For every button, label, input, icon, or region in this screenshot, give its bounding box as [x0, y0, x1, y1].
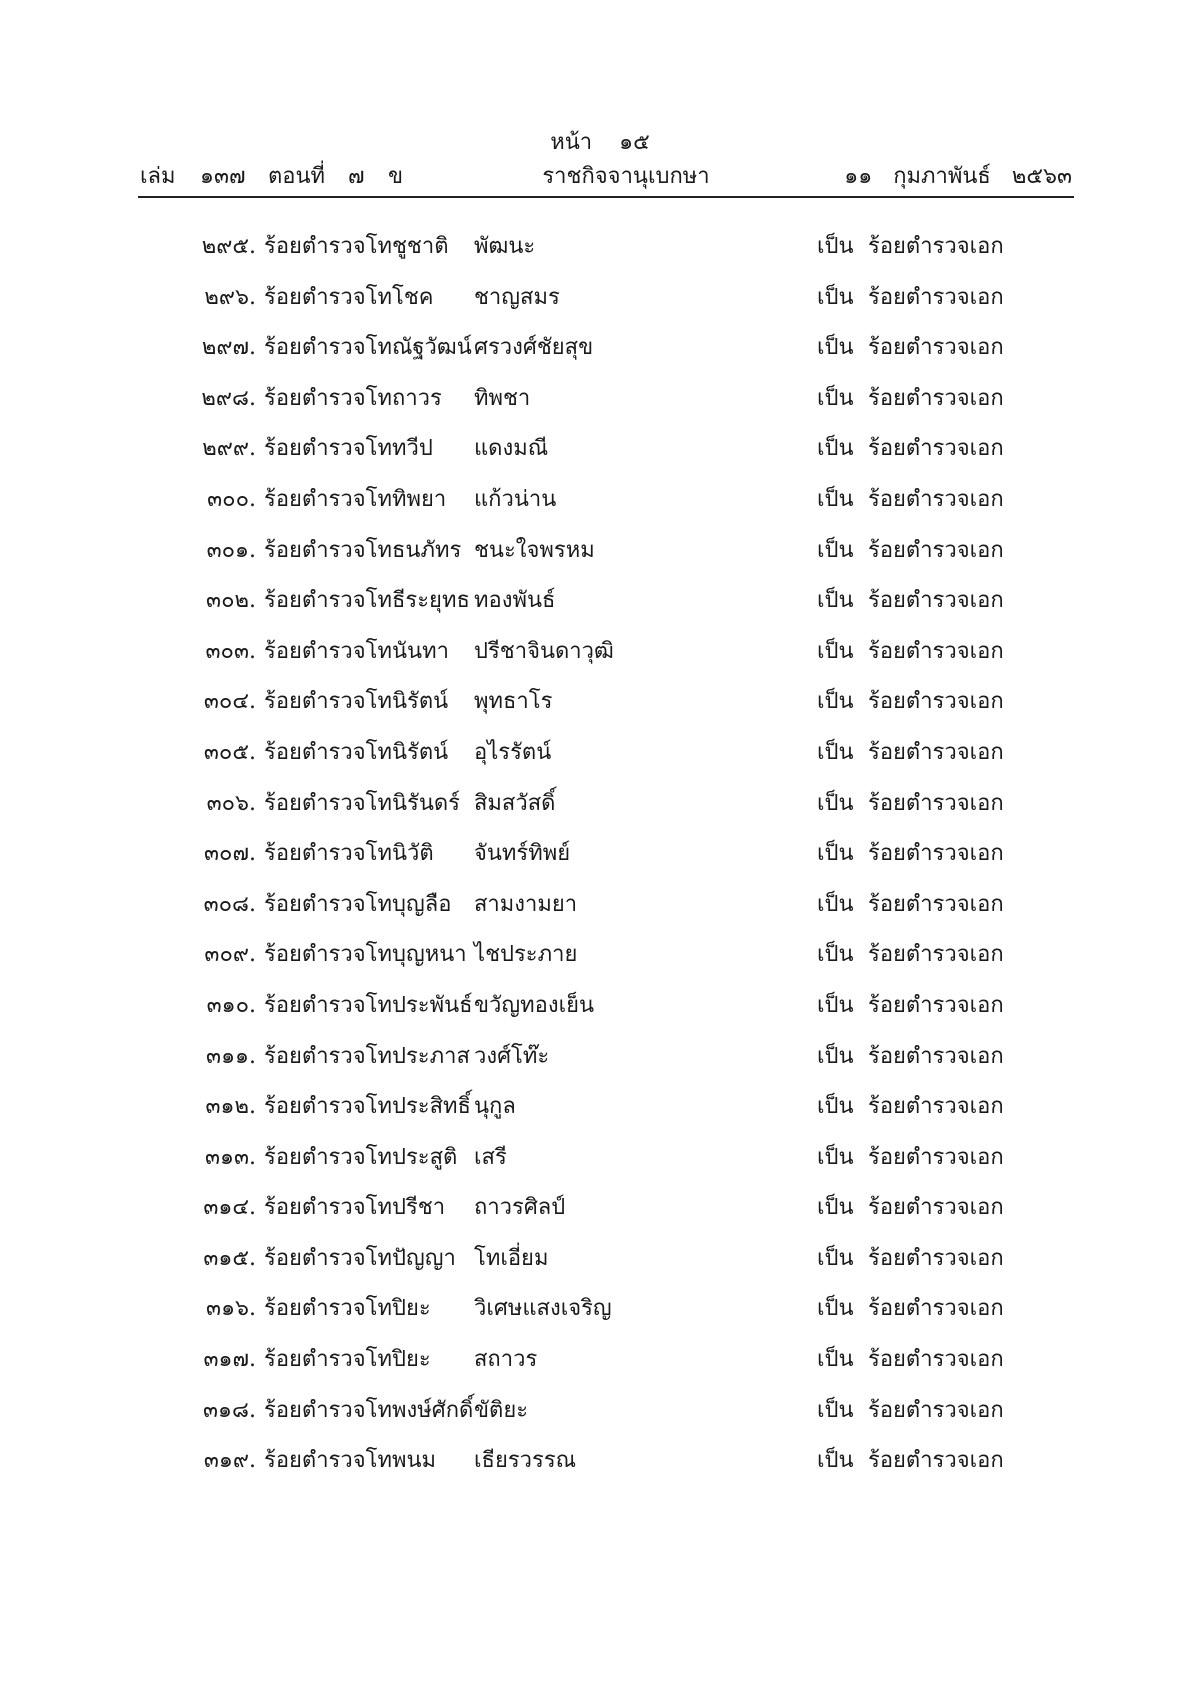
last-name: สถาวร — [474, 1347, 538, 1373]
first-name: ชูชาติ — [392, 234, 449, 259]
last-name: ศรวงศ์ชัยสุข — [474, 335, 594, 361]
first-name: ณัฐวัฒน์ — [392, 335, 472, 361]
current-rank: ร้อยตำรวจโท — [264, 739, 392, 765]
item-number: ๓๑๓. — [204, 1144, 256, 1170]
first-name: ประสิทธิ์ — [392, 1094, 471, 1120]
issue-number: ๗ — [348, 164, 365, 189]
first-name: พงษ์ศักดิ์ — [392, 1397, 474, 1423]
last-name: โทเอี่ยม — [474, 1245, 549, 1271]
header-rule — [138, 196, 1074, 198]
be-word: เป็น — [817, 1347, 854, 1373]
last-name: ชาญสมร — [474, 284, 560, 310]
be-word: เป็น — [817, 234, 854, 259]
list-item — [0, 633, 1200, 684]
item-number: ๓๐๔. — [203, 689, 256, 715]
item-number: ๓๐๓. — [205, 638, 256, 664]
item-number: ๓๐๗. — [203, 841, 256, 867]
new-rank: ร้อยตำรวจเอก — [868, 1296, 1004, 1322]
be-word: เป็น — [817, 942, 854, 968]
current-rank: ร้อยตำรวจโท — [264, 689, 392, 715]
item-number: ๒๙๙. — [202, 436, 256, 462]
list-item — [0, 532, 1200, 583]
current-rank: ร้อยตำรวจโท — [264, 1195, 392, 1221]
new-rank: ร้อยตำรวจเอก — [868, 638, 1004, 664]
current-rank: ร้อยตำรวจโท — [264, 1245, 392, 1271]
item-number: ๓๐๑. — [206, 537, 256, 563]
last-name: จันทร์ทิพย์ — [474, 841, 571, 867]
new-rank: ร้อยตำรวจเอก — [868, 436, 1004, 462]
new-rank: ร้อยตำรวจเอก — [868, 335, 1004, 361]
current-rank: ร้อยตำรวจโท — [264, 790, 392, 816]
current-rank: ร้อยตำรวจโท — [264, 942, 392, 968]
be-word: เป็น — [817, 335, 854, 361]
last-name: ปรีชาจินดาวุฒิ — [474, 638, 614, 664]
date-day: ๑๑ — [844, 164, 873, 189]
be-word: เป็น — [817, 1195, 854, 1221]
last-name: ทิพชา — [474, 385, 531, 411]
last-name: สามงามยา — [474, 891, 578, 917]
new-rank: ร้อยตำรวจเอก — [868, 790, 1004, 816]
list-item — [0, 1038, 1200, 1089]
item-number: ๓๐๙. — [204, 942, 256, 968]
list-item — [0, 380, 1200, 431]
be-word: เป็น — [817, 436, 854, 462]
date-year: ๒๕๖๓ — [1011, 164, 1072, 189]
last-name: นุกูล — [474, 1094, 516, 1120]
new-rank: ร้อยตำรวจเอก — [868, 385, 1004, 411]
promotion-list — [0, 228, 1200, 1493]
be-word: เป็น — [817, 1144, 854, 1170]
new-rank: ร้อยตำรวจเอก — [868, 1195, 1004, 1221]
gazette-header — [140, 158, 1072, 194]
first-name: นิรัตน์ — [392, 689, 449, 715]
first-name: ถาวร — [392, 385, 442, 411]
current-rank: ร้อยตำรวจโท — [264, 1397, 392, 1423]
list-item — [0, 1189, 1200, 1240]
first-name: โชค — [392, 284, 434, 310]
first-name: นันทา — [392, 638, 449, 664]
current-rank: ร้อยตำรวจโท — [264, 891, 392, 917]
first-name: ทวีป — [392, 436, 433, 462]
page-number — [0, 124, 1200, 159]
be-word: เป็น — [817, 486, 854, 512]
last-name: วิเศษแสงเจริญ — [474, 1296, 612, 1322]
current-rank: ร้อยตำรวจโท — [264, 1296, 392, 1322]
be-word: เป็น — [817, 689, 854, 715]
item-number: ๒๙๗. — [201, 335, 256, 361]
last-name: ขวัญทองเย็น — [474, 992, 595, 1018]
last-name: ชนะใจพรหม — [474, 537, 595, 563]
list-item — [0, 785, 1200, 836]
item-number: ๓๐๐. — [207, 486, 256, 512]
be-word: เป็น — [817, 1245, 854, 1271]
list-item — [0, 936, 1200, 987]
current-rank: ร้อยตำรวจโท — [264, 1448, 392, 1474]
last-name: ถาวรศิลป์ — [474, 1195, 566, 1221]
item-number: ๓๑๒. — [205, 1094, 256, 1120]
new-rank: ร้อยตำรวจเอก — [868, 689, 1004, 715]
item-number: ๓๑๕. — [203, 1245, 256, 1271]
item-number: ๓๐๒. — [206, 588, 256, 614]
be-word: เป็น — [817, 891, 854, 917]
first-name: ทิพยา — [392, 486, 447, 512]
current-rank: ร้อยตำรวจโท — [264, 385, 392, 411]
be-word: เป็น — [817, 588, 854, 614]
list-item — [0, 1290, 1200, 1341]
last-name: ขัติยะ — [474, 1397, 529, 1423]
item-number: ๓๑๔. — [203, 1195, 256, 1221]
new-rank: ร้อยตำรวจเอก — [868, 1397, 1004, 1423]
first-name: นิวัติ — [392, 841, 434, 867]
list-item — [0, 886, 1200, 937]
list-item — [0, 279, 1200, 330]
publication-date — [830, 158, 1072, 193]
new-rank: ร้อยตำรวจเอก — [868, 234, 1004, 259]
be-word: เป็น — [817, 1094, 854, 1120]
list-item — [0, 1139, 1200, 1190]
first-name: ปิยะ — [392, 1296, 431, 1322]
first-name: ประสูติ — [392, 1144, 458, 1170]
new-rank: ร้อยตำรวจเอก — [868, 1094, 1004, 1120]
last-name: เสรี — [474, 1144, 507, 1170]
list-item — [0, 481, 1200, 532]
current-rank: ร้อยตำรวจโท — [264, 1043, 392, 1069]
list-item — [0, 1442, 1200, 1493]
current-rank: ร้อยตำรวจโท — [264, 638, 392, 664]
first-name: ปัญญา — [392, 1245, 456, 1271]
new-rank: ร้อยตำรวจเอก — [868, 537, 1004, 563]
new-rank: ร้อยตำรวจเอก — [868, 841, 1004, 867]
item-number: ๓๑๑. — [206, 1043, 256, 1069]
first-name: พนม — [392, 1448, 437, 1474]
item-number: ๓๐๘. — [203, 891, 256, 917]
be-word: เป็น — [817, 790, 854, 816]
list-item — [0, 1088, 1200, 1139]
be-word: เป็น — [817, 1448, 854, 1474]
current-rank: ร้อยตำรวจโท — [264, 588, 392, 614]
new-rank: ร้อยตำรวจเอก — [868, 1144, 1004, 1170]
current-rank: ร้อยตำรวจโท — [264, 486, 392, 512]
issue-label: ตอนที่ — [268, 164, 326, 189]
date-month: กุมภาพันธ์ — [893, 164, 991, 189]
be-word: เป็น — [817, 1397, 854, 1423]
first-name: บุญหนา — [392, 942, 467, 968]
page-value: ๑๕ — [619, 130, 650, 155]
item-number: ๒๙๖. — [204, 284, 256, 310]
list-item — [0, 430, 1200, 481]
new-rank: ร้อยตำรวจเอก — [868, 739, 1004, 765]
item-number: ๓๑๘. — [203, 1397, 256, 1423]
new-rank: ร้อยตำรวจเอก — [868, 1245, 1004, 1271]
current-rank: ร้อยตำรวจโท — [264, 841, 392, 867]
last-name: แก้วน่าน — [474, 486, 557, 512]
new-rank: ร้อยตำรวจเอก — [868, 588, 1004, 614]
item-number: ๓๐๖. — [206, 790, 256, 816]
last-name: ทองพันธ์ — [474, 588, 556, 614]
last-name: พัฒนะ — [474, 234, 536, 259]
new-rank: ร้อยตำรวจเอก — [868, 942, 1004, 968]
list-item — [0, 683, 1200, 734]
new-rank: ร้อยตำรวจเอก — [868, 1448, 1004, 1474]
volume-number: ๑๓๗ — [200, 164, 246, 189]
first-name: ธีระยุทธ — [392, 588, 470, 614]
current-rank: ร้อยตำรวจโท — [264, 1094, 392, 1120]
last-name: อุไรรัตน์ — [474, 739, 552, 765]
last-name: แดงมณี — [474, 436, 549, 462]
current-rank: ร้อยตำรวจโท — [264, 1347, 392, 1373]
last-name: สิมสวัสดิ์ — [474, 790, 556, 816]
first-name: ประพันธ์ — [392, 992, 473, 1018]
last-name: เธียรวรรณ — [474, 1448, 577, 1474]
new-rank: ร้อยตำรวจเอก — [868, 992, 1004, 1018]
new-rank: ร้อยตำรวจเอก — [868, 486, 1004, 512]
be-word: เป็น — [817, 992, 854, 1018]
item-number: ๓๐๕. — [203, 739, 256, 765]
last-name: ไชประภาย — [474, 942, 578, 968]
list-item — [0, 987, 1200, 1038]
item-number: ๓๑๐. — [206, 992, 256, 1018]
be-word: เป็น — [817, 1043, 854, 1069]
list-item — [0, 228, 1200, 279]
volume-label: เล่ม — [140, 164, 176, 189]
current-rank: ร้อยตำรวจโท — [264, 284, 392, 310]
current-rank: ร้อยตำรวจโท — [264, 537, 392, 563]
list-item — [0, 1341, 1200, 1392]
be-word: เป็น — [817, 1296, 854, 1322]
section-letter: ข — [388, 164, 404, 189]
item-number: ๒๙๘. — [201, 385, 256, 411]
publication-title: ราชกิจจานุเบกษา — [542, 164, 710, 189]
be-word: เป็น — [817, 537, 854, 563]
first-name: นิรันดร์ — [392, 790, 460, 816]
current-rank: ร้อยตำรวจโท — [264, 1144, 392, 1170]
current-rank: ร้อยตำรวจโท — [264, 436, 392, 462]
list-item — [0, 1240, 1200, 1291]
be-word: เป็น — [817, 638, 854, 664]
new-rank: ร้อยตำรวจเอก — [868, 891, 1004, 917]
list-item — [0, 1392, 1200, 1443]
list-item — [0, 582, 1200, 633]
last-name: พุทธาโร — [474, 689, 553, 715]
item-number: ๓๑๖. — [206, 1296, 256, 1322]
new-rank: ร้อยตำรวจเอก — [868, 284, 1004, 310]
first-name: บุญลือ — [392, 891, 452, 917]
list-item — [0, 835, 1200, 886]
first-name: ประภาส — [392, 1043, 470, 1069]
new-rank: ร้อยตำรวจเอก — [868, 1043, 1004, 1069]
item-number: ๓๑๗. — [203, 1347, 256, 1373]
first-name: ธนภัทร — [392, 537, 462, 563]
be-word: เป็น — [817, 739, 854, 765]
first-name: นิรัตน์ — [392, 739, 449, 765]
page-label: หน้า — [550, 130, 593, 155]
current-rank: ร้อยตำรวจโท — [264, 992, 392, 1018]
be-word: เป็น — [817, 841, 854, 867]
current-rank: ร้อยตำรวจโท — [264, 335, 392, 361]
list-item — [0, 734, 1200, 785]
first-name: ปิยะ — [392, 1347, 431, 1373]
item-number: ๓๑๙. — [203, 1448, 256, 1474]
item-number: ๒๙๕. — [201, 234, 256, 259]
new-rank: ร้อยตำรวจเอก — [868, 1347, 1004, 1373]
be-word: เป็น — [817, 385, 854, 411]
be-word: เป็น — [817, 284, 854, 310]
last-name: วงศ์โท๊ะ — [474, 1043, 550, 1069]
first-name: ปรีชา — [392, 1195, 446, 1221]
list-item — [0, 329, 1200, 380]
current-rank: ร้อยตำรวจโท — [264, 234, 392, 259]
